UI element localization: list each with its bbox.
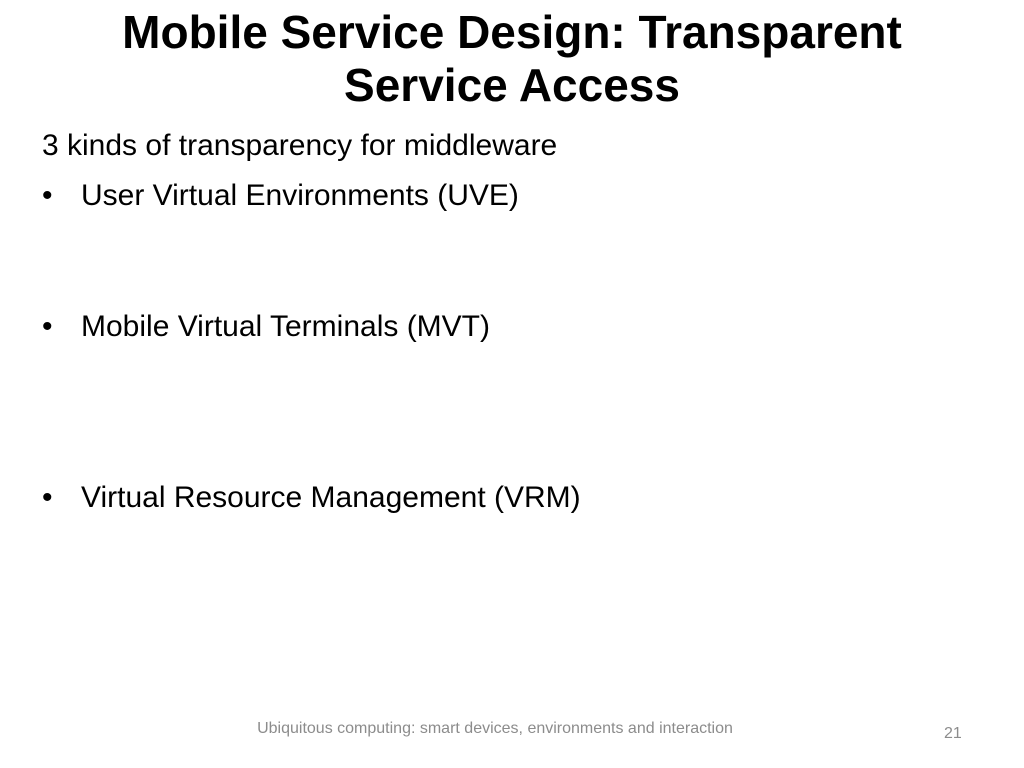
bullet-item-vrm [42, 480, 581, 516]
intro-text: 3 kinds of transparency for middleware [42, 129, 558, 162]
bullet-icon: • [42, 179, 53, 212]
bullet-item-uve [42, 178, 519, 214]
page-number: 21 [944, 725, 962, 742]
bullet-icon: • [42, 481, 53, 514]
slide-title [40, 6, 984, 112]
bullet-text: Virtual Resource Management (VRM) [81, 481, 581, 514]
slide-footer: Ubiquitous computing: smart devices, environments and interaction [257, 720, 733, 737]
slide-title-line-2: Service Access [344, 59, 680, 111]
slide-title-line-1: Mobile Service Design: Transparent [122, 6, 902, 58]
bullet-text: User Virtual Environments (UVE) [81, 179, 519, 212]
bullet-text: Mobile Virtual Terminals (MVT) [81, 310, 490, 343]
bullet-icon: • [42, 310, 53, 343]
bullet-item-mvt [42, 309, 490, 345]
